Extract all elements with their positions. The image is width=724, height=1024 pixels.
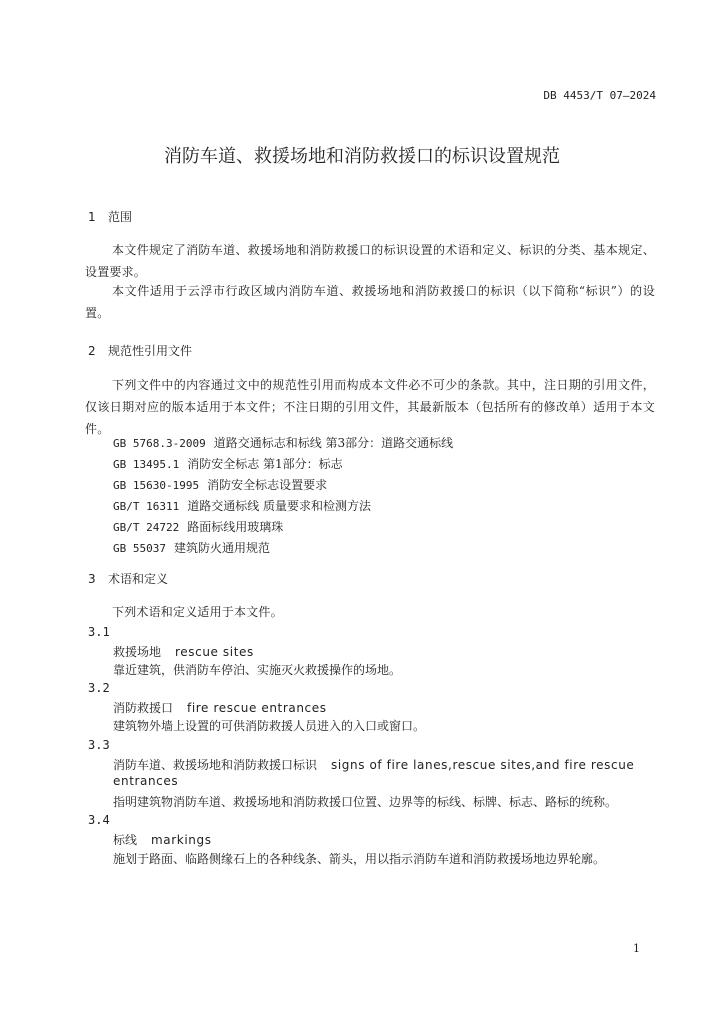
term-definition: 指明建筑物消防车道、救援场地和消防救援口位置、边界等的标线、标牌、标志、路标的统称。	[113, 795, 618, 809]
term-en-continued	[113, 774, 178, 788]
term-number: 3.2	[88, 681, 110, 695]
reference-title: 道路交通标线 质量要求和检测方法	[187, 499, 372, 513]
section-number: 3	[88, 572, 96, 586]
term-number: 3.4	[88, 813, 110, 827]
term-number: 3.1	[88, 625, 110, 639]
reference-item	[113, 518, 283, 535]
term-number: 3.3	[88, 738, 110, 752]
page-number: 1	[633, 942, 640, 955]
term-entry	[113, 699, 327, 716]
reference-code: GB 55037	[113, 542, 166, 555]
section-title: 规范性引用文件	[108, 344, 193, 358]
term-zh: 标线	[113, 833, 138, 847]
term-en: entrances	[113, 774, 179, 788]
reference-code: GB 15630-1995	[113, 479, 200, 492]
term-en: fire rescue entrances	[187, 701, 327, 715]
reference-title: 路面标线用玻璃珠	[187, 520, 284, 534]
paragraph: 下列术语和定义适用于本文件。	[112, 605, 283, 619]
section-title: 范围	[108, 210, 133, 224]
reference-item	[113, 476, 327, 493]
reference-item	[113, 539, 270, 556]
reference-title: 建筑防火通用规范	[173, 541, 270, 555]
reference-item	[113, 497, 371, 514]
reference-item	[113, 455, 343, 472]
term-definition: 施划于路面、临路侧缘石上的各种线条、箭头，用以指示消防车道和消防救援场地边界轮廓。	[113, 852, 606, 866]
section-number: 2	[88, 344, 96, 358]
reference-code: GB 13495.1	[113, 458, 180, 471]
term-definition: 建筑物外墙上设置的可供消防救援人员进入的入口或窗口。	[113, 719, 426, 733]
reference-code: GB/T 16311	[113, 500, 180, 513]
term-en: markings	[151, 833, 212, 847]
paragraph: 下列文件中的内容通过文中的规范性引用而构成本文件必不可少的条款。其中，注日期的引用文件，仅该日期对应的版本适用于本文件；不注日期的引用文件，其最新版本（包括所有的修改单）适用于本文件。	[85, 378, 655, 436]
section-heading-2	[88, 342, 192, 359]
paragraph: 本文件适用于云浮市行政区域内消防车道、救援场地和消防救援口的标识（以下简称“标识”）的设置。	[85, 284, 655, 320]
term-zh: 消防车道、救援场地和消防救援口标识	[113, 758, 318, 772]
reference-title: 道路交通标志和标线 第3部分：道路交通标线	[213, 436, 454, 450]
section-number: 1	[88, 210, 96, 224]
section-title: 术语和定义	[108, 572, 169, 586]
term-entry	[113, 756, 634, 773]
term-en: rescue sites	[175, 645, 254, 659]
section-heading-1	[88, 208, 132, 225]
term-zh: 消防救援口	[113, 701, 174, 715]
term-en: signs of fire lanes,rescue sites,and fire rescue	[331, 758, 635, 772]
document-number: DB 4453/T 07—2024	[543, 89, 656, 102]
reference-title: 消防安全标志 第1部分：标志	[187, 457, 343, 471]
term-entry	[113, 831, 212, 848]
reference-code: GB/T 24722	[113, 521, 180, 534]
reference-item	[113, 434, 453, 451]
term-definition: 靠近建筑，供消防车停泊、实施灭火救援操作的场地。	[113, 663, 402, 677]
reference-code: GB 5768.3-2009	[113, 437, 206, 450]
term-entry	[113, 643, 254, 660]
term-zh: 救援场地	[113, 645, 162, 659]
section-heading-3	[88, 570, 168, 587]
paragraph: 本文件规定了消防车道、救援场地和消防救援口的标识设置的术语和定义、标识的分类、基本规定、设置要求。	[85, 243, 655, 279]
document-title: 消防车道、救援场地和消防救援口的标识设置规范	[164, 146, 560, 167]
reference-title: 消防安全标志设置要求	[207, 478, 328, 492]
